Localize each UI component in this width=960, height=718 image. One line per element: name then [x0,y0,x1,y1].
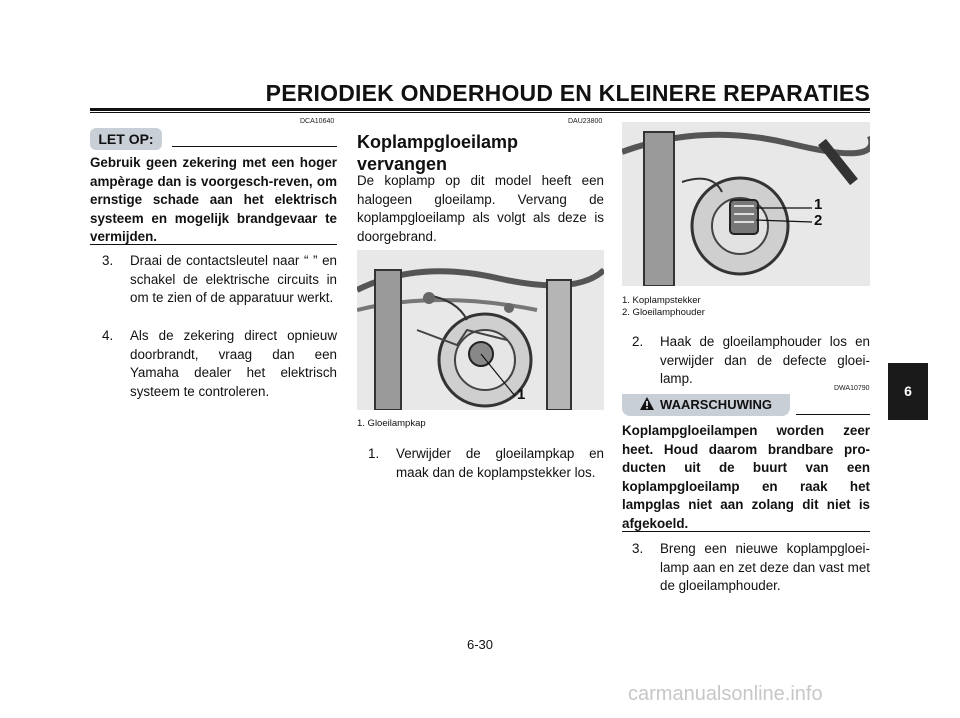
notice-badge: LET OP: [90,128,162,150]
warning-badge [622,394,790,416]
step-text: Verwijder de gloeilampkap en maak dan de koplampstekker los. [396,446,604,480]
warning-bottom-rule [622,531,870,532]
headlight-cover-illustration [357,250,604,410]
step-2-right [632,333,870,389]
step-text: Als de zekering direct opnieuw doorbrandt, vraag dan een Yamaha dealer het elektrisch systeem te controleren. [130,328,337,399]
warning-text: Koplampgloeilampen worden zeer heet. Houd daarom brandbare pro-ducten uit de buurt van een koplampgloeilamp en raak het lampglas niet aan zolang dit niet is afgekoeld. [622,423,870,531]
header-rule [90,108,870,111]
headlight-cover-photo [357,250,604,410]
step-number: 4. [102,328,114,343]
page-number: 6-30 [466,637,494,652]
section-title-line2: vervangen [357,154,448,174]
figure-caption-2: 2. Gloeilamphouder [622,307,705,318]
notice-rule [172,146,337,147]
warning-rule [796,414,870,415]
notice-text: Gebruik geen zekering met een hoger ampèrage dan is voorgesch-reven, om ernstige schade aan het elektrisch systeem en mogelijk brandgevaar te vermijden. [90,155,337,245]
section-title [357,131,607,175]
warning-triangle-icon [640,397,654,410]
step-1-middle [368,445,604,482]
step-3-right [632,540,870,596]
step-4-left [102,327,337,401]
figure-caption-1: 1. Koplampstekker [622,295,701,306]
watermark: carmanualsonline.info [628,683,823,705]
step-number: 3. [632,541,644,556]
step-text: Breng een nieuwe koplampgloei-lamp aan en zet deze dan vast met de gloeilamphouder. [660,541,870,594]
warning-label: WAARSCHUWING [660,397,772,412]
step-number: 2. [632,334,644,349]
step-3-left [102,252,337,308]
notice-bottom-rule [90,244,337,245]
step-text: Draai de contactsleutel naar “ ” en schakel de elektrische circuits in om te zien of de apparatuur werkt. [130,253,337,306]
page-header-title: PERIODIEK ONDERHOUD EN KLEINERE REPARATIES [265,80,870,106]
section-intro: De koplamp op dit model heeft een halogeen gloeilamp. Vervang de koplampgloeilamp als volgt als deze is doorgebrand. [357,173,604,244]
bulb-holder-illustration [622,122,870,286]
bulb-holder-photo [622,122,870,286]
warning-reference-code: DWA10790 [834,385,870,392]
step-number: 1. [368,446,380,461]
section-title-line1: Koplampgloeilamp [357,132,519,152]
figure-callout-2: 2 [814,212,823,229]
left-reference-code: DCA10640 [300,118,335,125]
figure-callout-1: 1 [517,386,526,403]
figure-caption: 1. Gloeilampkap [357,418,426,429]
header-rule-thin [90,112,870,113]
figure-callout-1: 1 [814,196,823,213]
step-text: Haak de gloeilamphouder los en verwijder dan de defecte gloei-lamp. [660,334,870,387]
middle-reference-code: DAU23800 [568,118,603,125]
chapter-tab: 6 [888,363,928,420]
step-number: 3. [102,253,114,268]
